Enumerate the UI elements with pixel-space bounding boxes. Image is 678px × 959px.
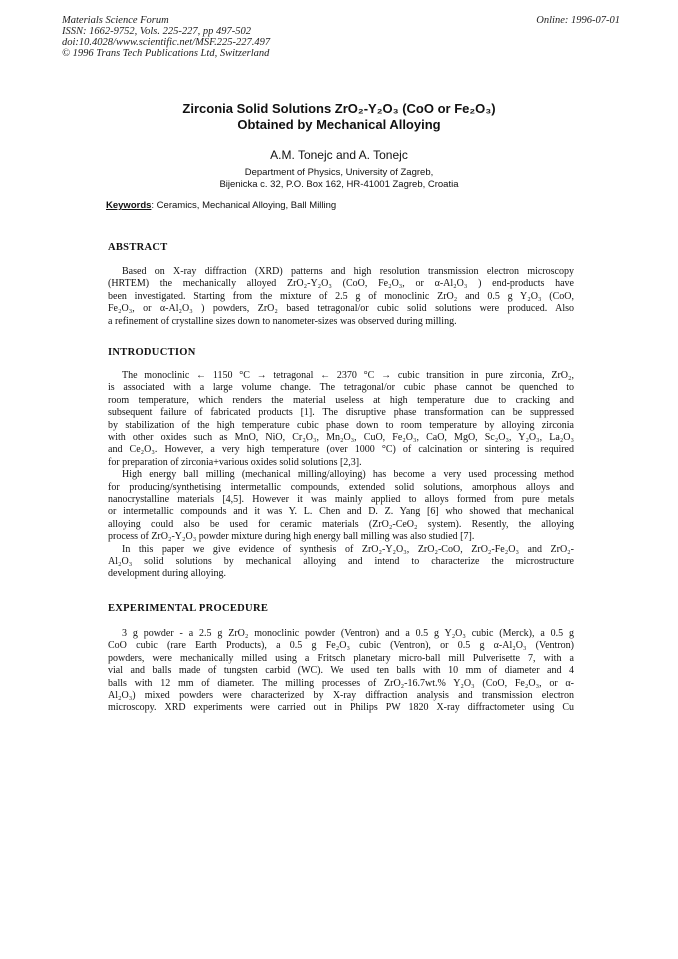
keywords-text: : Ceramics, Mechanical Alloying, Ball Milling	[151, 200, 337, 211]
text-line: for producing/synthetising intermetallic compounds, extended solid solutions, amorphous alloys and	[108, 481, 574, 493]
text-line: or intermetallic compounds and it was Y. L. Chen and D. Z. Yang [6] who showed that mechanical	[108, 506, 574, 518]
authors: A.M. Tonejc and A. Tonejc	[270, 148, 408, 162]
introduction-heading: INTRODUCTION	[108, 347, 196, 358]
text-line: with other oxides such as MnO, NiO, Cr₂O₃, Mn₂O₃, CuO, Fe₂O₃, CaO, MgO, Sc₂O₃, Y₂O₃, La₂O₃	[108, 431, 574, 443]
text-line: powders, were mechanically milled using a Fritsch planetary micro-ball mill Pulverisette 7, with a	[108, 652, 574, 664]
text-line: is associated with a large volume change. The tetragonal/or cubic phase cannot be quenched to	[108, 382, 574, 394]
text-line: process of ZrO₂-Y₂O₃ powder mixture during high energy ball milling was also studied [7].	[108, 531, 475, 543]
paper-title	[0, 101, 678, 133]
doi-line[interactable]: doi:10.4028/www.scientific.net/MSF.225-227.497	[62, 37, 271, 48]
text-line: and Ce₂O₃. However, a very high temperature (over 1000 °C) of calcination or sintering is required	[108, 444, 574, 456]
text-line: High energy ball milling (mechanical milling/alloying) has become a very used processing method	[122, 469, 574, 481]
text-line: balls with 12 mm of diameter. The milling processes of ZrO₂-16.7wt.% Y₂O₃ (CoO, Fe₂O₃, or α-	[108, 677, 574, 689]
text-line: CoO cubic (rare Earth Products), a 0.5 g Fe₂O₃ cubic (Ventron), or 0.5 g α-Al₂O₃ (Ventron)	[108, 640, 574, 652]
keywords-label: Keywords	[106, 200, 152, 211]
copyright-line: © 1996 Trans Tech Publications Ltd, Switzerland	[62, 48, 270, 59]
text-line: by stabilization of the high temperature cubic phase down to room temperature by alloying zirconia	[108, 419, 574, 431]
text-line: development during alloying.	[108, 568, 227, 580]
text-line: Al₂O₃ solid solutions by mechanical alloying and intend to characterize the microstructure	[108, 555, 574, 567]
text-line: room temperature, which renders the material useless at high temperature due to cracking and	[108, 394, 574, 406]
abstract-body	[108, 266, 574, 328]
text-line: The monoclinic ← 1150 °C → tetragonal ← 2370 °C → cubic transition in pure zirconia, ZrO₂,	[122, 370, 574, 381]
title-line-2: Obtained by Mechanical Alloying	[237, 117, 441, 132]
text-line: subsequent failure of fabricated products [1]. The disruptive phase transformation can be suppressed	[108, 407, 574, 419]
text-line: for preparation of zirconia+various oxides solid solutions [2,3].	[108, 456, 362, 468]
text-line: Fe₂O₃, or α-Al₂O₃ ) powders, ZrO₂ based tetragonal/or cubic solid solutions were produced. Also	[108, 303, 574, 315]
abstract-heading: ABSTRACT	[108, 242, 168, 253]
text-line: been investigated. Starting from the mixture of 2.5 g of monoclinic ZrO₂ and 0.5 g Y₂O₃ (CoO,	[108, 290, 574, 302]
affiliation-line-1: Department of Physics, University of Zagreb,	[244, 167, 434, 178]
affiliation-line-2: Bijenicka c. 32, P.O. Box 162, HR-41001 Zagreb, Croatia	[219, 178, 459, 190]
text-line: Al₂O₃) mixed powders were characterized by X-ray diffraction analysis and transmission electron	[108, 689, 574, 701]
online-date: Online: 1996-07-01	[536, 15, 620, 26]
text-line: microscopy. XRD experiments were carried out in Philips PW 1820 X-ray diffractometer using Cu	[108, 702, 574, 714]
journal-name: Materials Science Forum	[62, 15, 169, 26]
text-line: vial and balls made of tungsten carbid (WC). We used ten balls with 10 mm of diameter and 4	[108, 665, 574, 677]
text-line: a refinement of crystalline sizes down to nanometer-sizes was observed during milling.	[108, 315, 457, 327]
text-line: Based on X-ray diffraction (XRD) patterns and high resolution transmission electron microscopy	[122, 266, 574, 277]
text-line: 3 g powder - a 2.5 g ZrO₂ monoclinic powder (Ventron) and a 0.5 g Y₂O₃ cubic (Merck), a 0.5 g	[122, 628, 574, 639]
text-line: alloying could also be used for ceramic materials (ZrO₂-CeO₂ system). Resently, the alloying	[108, 518, 574, 530]
text-line: nanocrystalline materials [4,5]. However it was mainly applied to alloys formed from pure metals	[108, 493, 574, 505]
text-line: In this paper we give evidence of synthesis of ZrO₂-Y₂O₃, ZrO₂-CoO, ZrO₂-Fe₂O₃ and ZrO₂-	[122, 543, 574, 555]
publication-header	[62, 15, 270, 59]
experimental-body	[108, 628, 574, 715]
introduction-body	[108, 370, 574, 581]
keywords	[106, 200, 336, 211]
issn-line: ISSN: 1662-9752, Vols. 225-227, pp 497-502	[62, 26, 251, 37]
text-line: (HRTEM) the mechanically alloyed ZrO₂-Y₂O₃ (CoO, Fe₂O₃, or α-Al₂O₃ ) end-products have	[108, 278, 574, 290]
experimental-heading: EXPERIMENTAL PROCEDURE	[108, 603, 269, 614]
affiliation	[0, 167, 678, 190]
title-line-1: Zirconia Solid Solutions ZrO₂-Y₂O₃ (CoO or Fe₂O₃)	[182, 101, 496, 116]
